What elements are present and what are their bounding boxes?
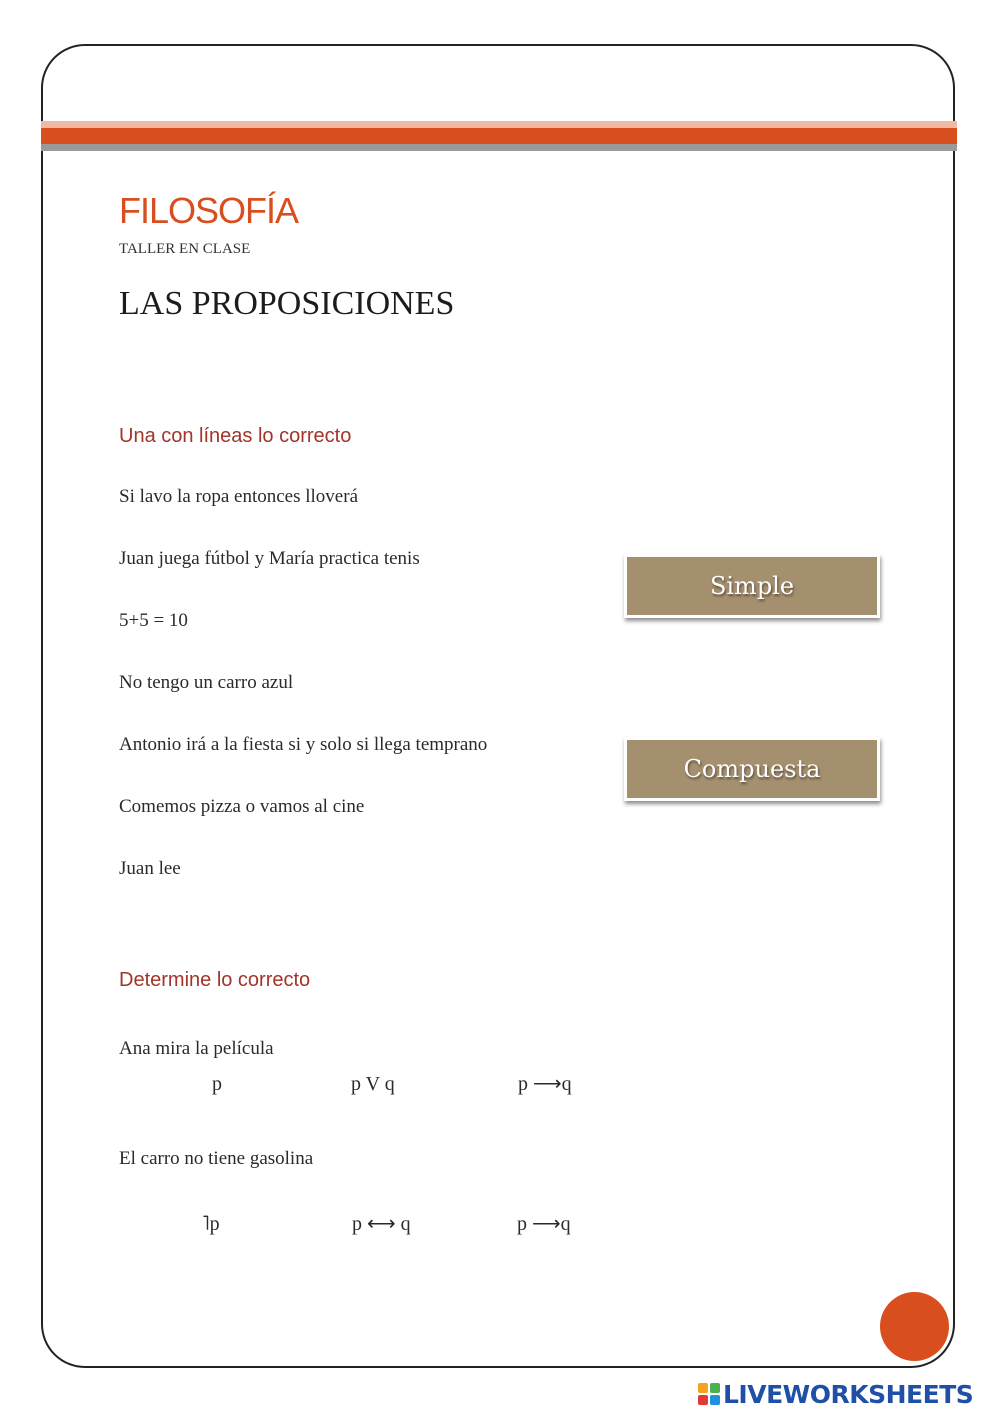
section-heading-matching: Una con líneas lo correcto	[119, 425, 352, 447]
brand-name: LIVEWORKSHEETS	[723, 1379, 974, 1409]
question-prompt: El carro no tiene gasolina	[119, 1148, 314, 1169]
matching-sentence[interactable]: Juan juega fútbol y María practica tenis	[119, 548, 420, 569]
matching-sentence[interactable]: Antonio irá a la fiesta si y solo si llega temprano	[119, 734, 488, 755]
header-band	[41, 128, 957, 144]
header-band-gray	[41, 144, 957, 151]
liveworksheets-logo	[698, 1380, 973, 1408]
answer-option[interactable]: ˥p	[202, 1213, 220, 1235]
topic-title: LAS PROPOSICIONES	[119, 285, 455, 322]
header-band-light	[41, 121, 957, 128]
page-decoration-circle	[880, 1292, 949, 1361]
activity-type: TALLER EN CLASE	[119, 241, 251, 257]
answer-option[interactable]: p ⟶q	[518, 1073, 572, 1095]
matching-sentence[interactable]: Si lavo la ropa entonces lloverá	[119, 486, 359, 507]
answer-option[interactable]: p V q	[351, 1073, 395, 1095]
matching-sentence[interactable]: No tengo un carro azul	[119, 672, 294, 693]
matching-sentence[interactable]: 5+5 = 10	[119, 610, 188, 631]
answer-option[interactable]: p ⟶q	[517, 1213, 571, 1235]
subject-title: FILOSOFÍA	[119, 190, 299, 231]
target-simple[interactable]: Simple	[624, 554, 880, 618]
answer-option[interactable]: p ⟷ q	[352, 1213, 411, 1235]
section-heading-determine: Determine lo correcto	[119, 969, 311, 991]
target-compuesta[interactable]: Compuesta	[624, 737, 880, 801]
matching-sentence[interactable]: Comemos pizza o vamos al cine	[119, 796, 365, 817]
liveworksheets-icon	[698, 1383, 720, 1405]
matching-sentence[interactable]: Juan lee	[119, 858, 181, 879]
answer-option[interactable]: p	[212, 1073, 222, 1095]
question-prompt: Ana mira la película	[119, 1038, 274, 1059]
